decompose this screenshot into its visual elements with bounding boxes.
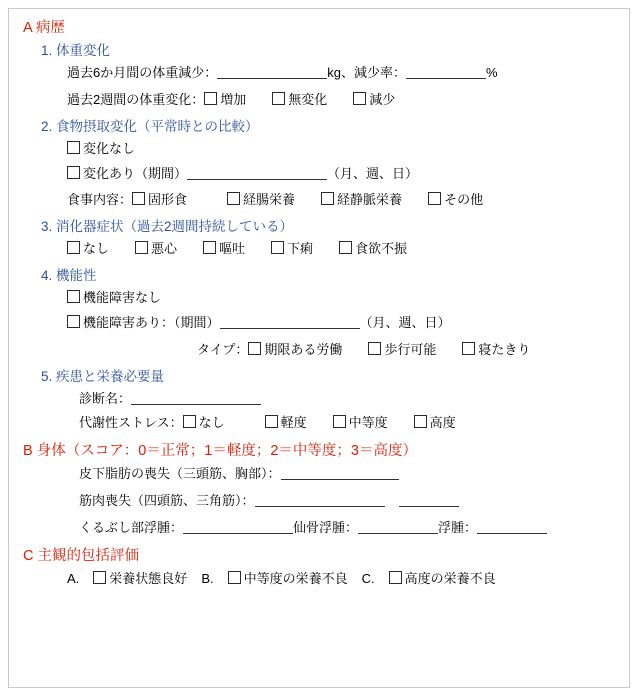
gi-none-label: なし (83, 241, 110, 257)
sga-a-label: A. (67, 571, 80, 587)
checkbox-stress-mild[interactable] (265, 415, 278, 428)
checkbox-gi-none[interactable] (67, 241, 80, 254)
muscle-loss-row (23, 493, 615, 510)
stress-severe-label: 高度 (429, 415, 456, 431)
checkbox-function-none[interactable] (67, 290, 80, 303)
fat-loss-input[interactable] (281, 467, 399, 480)
function-impaired-row (23, 315, 615, 332)
function-impaired-duration-input[interactable] (220, 316, 360, 329)
weight-nochange-label: 無変化 (288, 91, 328, 107)
section-a-sub2-title: 2. 食物摂取変化（平常時との比較） (41, 118, 259, 134)
muscle-loss-input[interactable] (255, 494, 385, 507)
metabolic-stress-label: 代謝性ストレス： (79, 415, 183, 431)
intake-nochange-label: 変化なし (83, 140, 136, 156)
checkbox-diet-parenteral[interactable] (321, 192, 334, 205)
checkbox-type-limited-work[interactable] (248, 342, 261, 355)
diagnosis-input[interactable] (131, 392, 261, 405)
sga-c-text: 高度の栄養不良 (404, 571, 496, 587)
checkbox-function-impaired[interactable] (67, 315, 80, 328)
checkbox-sga-moderate-malnutrition[interactable] (228, 571, 241, 584)
section-a-sub3-title: 3. 消化器症状（過去2週間持続している） (41, 219, 294, 235)
sga-b-text: 中等度の栄養不良 (243, 571, 348, 587)
checkbox-weight-nochange[interactable] (272, 92, 285, 105)
section-a-sub1-title: 1. 体重変化 (41, 43, 111, 59)
intake-change-duration-input[interactable] (187, 167, 327, 180)
function-type-label: タイプ： (197, 341, 249, 357)
section-b-title: B 身体（スコア：0＝正常；1＝軽度；2＝中等度；3＝高度） (23, 443, 417, 460)
checkbox-weight-increase[interactable] (204, 92, 217, 105)
checkbox-intake-change[interactable] (67, 166, 80, 179)
muscle-loss-input-2[interactable] (399, 494, 459, 507)
edema-input[interactable] (477, 521, 547, 534)
gi-diarrhea-label: 下痢 (287, 241, 314, 257)
intake-change-unit-label: （月、週、日） (327, 165, 419, 181)
ankle-edema-input[interactable] (183, 521, 293, 534)
diet-content-row (23, 192, 615, 209)
function-none-row (23, 290, 615, 307)
type-ambulatory-label: 歩行可能 (384, 341, 437, 357)
diet-content-label: 食事内容： (67, 192, 133, 208)
function-impaired-unit-label: （月、週、日） (359, 314, 451, 330)
sacral-edema-input[interactable] (358, 521, 438, 534)
gi-vomiting-label: 嘔吐 (219, 241, 246, 257)
checkbox-gi-diarrhea[interactable] (271, 241, 284, 254)
fat-loss-label: 皮下脂肪の喪失（三頭筋、胸部）： (79, 466, 281, 482)
diet-solid-label: 固形食 (148, 192, 188, 208)
diagnosis-label: 診断名： (79, 390, 132, 406)
section-c-title: C 主観的包括評価 (23, 548, 139, 565)
section-a-sub5-title: 5. 疾患と栄養必要量 (41, 368, 165, 384)
checkbox-intake-nochange[interactable] (67, 141, 80, 154)
weight-loss-percent-input[interactable] (406, 66, 486, 79)
weight-change-label: 過去2週間の体重変化： (67, 91, 205, 107)
type-bedridden-label: 寝たきり (478, 341, 531, 357)
function-impaired-label: 機能障害あり：（期間） (83, 314, 220, 330)
weight-loss-label-3: % (485, 65, 498, 80)
sga-b-label: B. (201, 571, 214, 587)
checkbox-sga-well-nourished[interactable] (93, 571, 106, 584)
weight-change-2weeks-row (23, 92, 615, 109)
weight-loss-kg-input[interactable] (217, 66, 327, 79)
checkbox-gi-anorexia[interactable] (339, 241, 352, 254)
checkbox-type-bedridden[interactable] (462, 342, 475, 355)
metabolic-stress-row (23, 415, 615, 432)
checkbox-weight-decrease[interactable] (353, 92, 366, 105)
section-a-sub4-title: 4. 機能性 (41, 268, 97, 284)
gi-nausea-label: 悪心 (151, 241, 178, 257)
sga-c-label: C. (361, 571, 375, 587)
checkbox-gi-vomiting[interactable] (203, 241, 216, 254)
checkbox-sga-severe-malnutrition[interactable] (389, 571, 402, 584)
section-a-title: A 病歴 (23, 20, 65, 36)
diet-enteral-label: 経腸栄養 (243, 192, 296, 208)
checkbox-diet-other[interactable] (428, 192, 441, 205)
weight-loss-label-2: kg、減少率： (327, 65, 406, 80)
edema-label: 浮腫： (438, 520, 478, 536)
weight-loss-label-1: 過去6か月間の体重減少： (67, 65, 218, 80)
stress-mild-label: 軽度 (280, 415, 307, 431)
weight-decrease-label: 減少 (369, 91, 396, 107)
type-limited-work-label: 期限ある労働 (264, 341, 343, 357)
weight-increase-label: 増加 (220, 91, 247, 107)
sacral-edema-label: 仙骨浮腫： (293, 520, 359, 536)
checkbox-stress-severe[interactable] (414, 415, 427, 428)
checkbox-gi-nausea[interactable] (135, 241, 148, 254)
diagnosis-row (23, 391, 615, 408)
intake-change-row (23, 166, 615, 183)
weight-loss-row (23, 65, 615, 82)
function-type-row (23, 342, 615, 359)
checkbox-stress-none[interactable] (183, 415, 196, 428)
checkbox-diet-enteral[interactable] (227, 192, 240, 205)
checkbox-diet-solid[interactable] (132, 192, 145, 205)
form-document (8, 8, 630, 688)
stress-none-label: なし (198, 415, 225, 431)
intake-change-label: 変化あり（期間） (83, 165, 188, 181)
checkbox-stress-moderate[interactable] (333, 415, 346, 428)
fat-loss-row (23, 466, 615, 483)
diet-other-label: その他 (444, 192, 484, 208)
ankle-edema-label: くるぶし部浮腫： (79, 520, 184, 536)
intake-nochange-row (23, 141, 615, 158)
edema-row (23, 520, 615, 537)
gi-symptoms-row (23, 241, 615, 258)
muscle-loss-label: 筋肉喪失（四頭筋、三角筋）： (79, 493, 255, 509)
diet-parenteral-label: 経静脈栄養 (337, 192, 403, 208)
checkbox-type-ambulatory[interactable] (368, 342, 381, 355)
sga-a-text: 栄養状態良好 (109, 571, 188, 587)
sga-rating-row (23, 571, 615, 588)
function-none-label: 機能障害なし (83, 289, 162, 305)
stress-moderate-label: 中等度 (348, 415, 388, 431)
gi-anorexia-label: 食欲不振 (355, 241, 408, 257)
